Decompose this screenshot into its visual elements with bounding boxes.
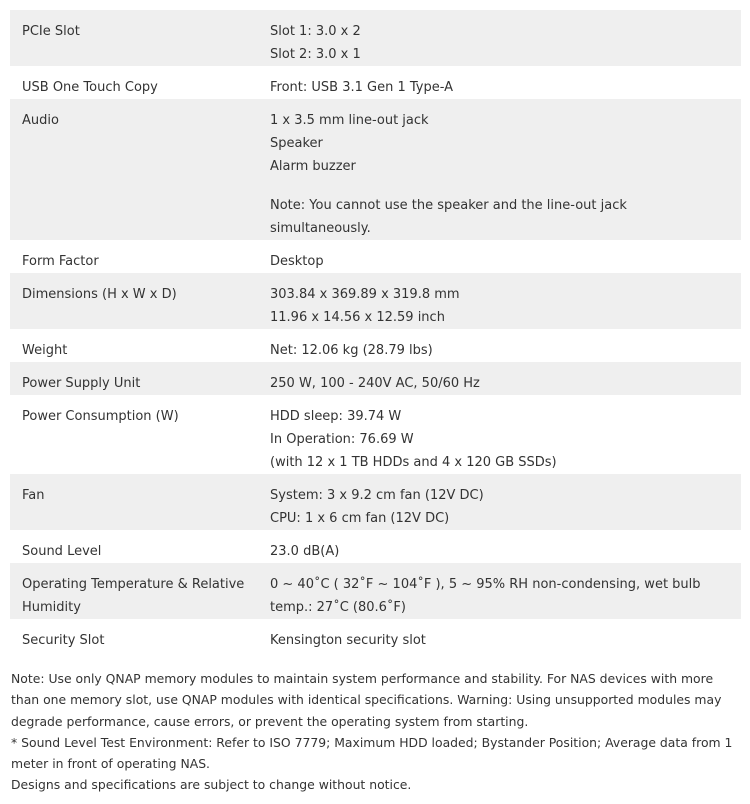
spec-value bbox=[258, 619, 741, 653]
spec-row-audio bbox=[10, 99, 741, 240]
spec-row-dimensions bbox=[10, 273, 741, 329]
spec-value bbox=[258, 530, 741, 563]
spec-row-pcie-slot bbox=[10, 10, 741, 66]
spec-value-line: Desktop bbox=[270, 254, 324, 269]
spec-label: Weight bbox=[22, 343, 68, 358]
spec-note-line: Note: You cannot use the speaker and the line-out jack bbox=[270, 198, 627, 213]
spec-value-line: 250 W, 100 - 240V AC, 50/60 Hz bbox=[270, 376, 480, 391]
spec-value-line: Alarm buzzer bbox=[270, 159, 356, 174]
spec-label: PCIe Slot bbox=[22, 24, 80, 39]
spec-table bbox=[10, 10, 741, 653]
spec-value-line: Slot 1: 3.0 x 2 bbox=[270, 24, 361, 39]
spec-label: Fan bbox=[22, 488, 45, 503]
spec-label-line: Humidity bbox=[22, 600, 81, 615]
spec-label: Security Slot bbox=[22, 633, 105, 648]
spec-value bbox=[258, 273, 741, 329]
spec-value bbox=[258, 474, 741, 530]
spec-label: Form Factor bbox=[22, 254, 99, 269]
spec-label: Power Consumption (W) bbox=[22, 409, 179, 424]
spec-value-line: HDD sleep: 39.74 W bbox=[270, 409, 402, 424]
spec-value bbox=[258, 329, 741, 362]
spec-row-weight bbox=[10, 329, 741, 362]
spec-value-line: CPU: 1 x 6 cm fan (12V DC) bbox=[270, 511, 450, 526]
spec-value-line: Speaker bbox=[270, 136, 323, 151]
spec-value-line: (with 12 x 1 TB HDDs and 4 x 120 GB SSDs) bbox=[270, 455, 557, 470]
spec-value-line: 1 x 3.5 mm line-out jack bbox=[270, 113, 429, 128]
spec-label: Power Supply Unit bbox=[22, 376, 141, 391]
spec-row-usb-one-touch-copy bbox=[10, 66, 741, 99]
spec-label-line: Operating Temperature & Relative bbox=[22, 577, 245, 592]
spec-label: USB One Touch Copy bbox=[22, 80, 158, 95]
spec-value-line: 0 ~ 40˚C ( 32˚F ~ 104˚F ), 5 ~ 95% RH non-condensing, wet bulb bbox=[270, 577, 701, 592]
footnotes bbox=[11, 668, 741, 796]
spec-value bbox=[258, 10, 741, 66]
spec-value bbox=[258, 395, 741, 474]
spec-value-line: 303.84 x 369.89 x 319.8 mm bbox=[270, 287, 460, 302]
spec-value-line: Front: USB 3.1 Gen 1 Type-A bbox=[270, 80, 454, 95]
spec-value-line: In Operation: 76.69 W bbox=[270, 432, 414, 447]
spec-note-line: simultaneously. bbox=[270, 221, 371, 236]
spec-row-power-supply-unit bbox=[10, 362, 741, 395]
spec-label bbox=[10, 563, 258, 619]
spec-value bbox=[258, 66, 741, 99]
spec-value-line: 11.96 x 14.56 x 12.59 inch bbox=[270, 310, 445, 325]
spec-value bbox=[258, 240, 741, 273]
spec-value bbox=[258, 362, 741, 395]
spec-row-form-factor bbox=[10, 240, 741, 273]
spec-row-fan bbox=[10, 474, 741, 530]
spec-label: Dimensions (H x W x D) bbox=[22, 287, 177, 302]
spec-row-security-slot bbox=[10, 619, 741, 653]
spec-value-line: 23.0 dB(A) bbox=[270, 544, 340, 559]
spec-row-sound-level bbox=[10, 530, 741, 563]
spec-value-line: System: 3 x 9.2 cm fan (12V DC) bbox=[270, 488, 484, 503]
sound-level-note: * Sound Level Test Environment: Refer to ISO 7779; Maximum HDD loaded; Bystander Position; Average data from 1 meter in front of operating NAS. bbox=[11, 734, 733, 772]
spec-value-line: Kensington security slot bbox=[270, 633, 426, 648]
spec-row-power-consumption bbox=[10, 395, 741, 474]
spec-value bbox=[258, 99, 741, 240]
spec-value-line: Net: 12.06 kg (28.79 lbs) bbox=[270, 343, 433, 358]
memory-module-note: Note: Use only QNAP memory modules to maintain system performance and stability. For NAS devices with more than one memory slot, use QNAP modules with identical specifications. Warning: Using unsupported modules may degrade performance, cause errors, or prevent the operating system from starting. bbox=[11, 671, 722, 729]
change-notice: Designs and specifications are subject to change without notice. bbox=[11, 777, 412, 793]
spec-label: Sound Level bbox=[22, 544, 102, 559]
spec-label: Audio bbox=[22, 113, 59, 128]
spec-value-line: Slot 2: 3.0 x 1 bbox=[270, 47, 361, 62]
spec-value-line: temp.: 27˚C (80.6˚F) bbox=[270, 600, 406, 615]
spec-value bbox=[258, 563, 741, 619]
spec-row-operating-temperature bbox=[10, 563, 741, 619]
